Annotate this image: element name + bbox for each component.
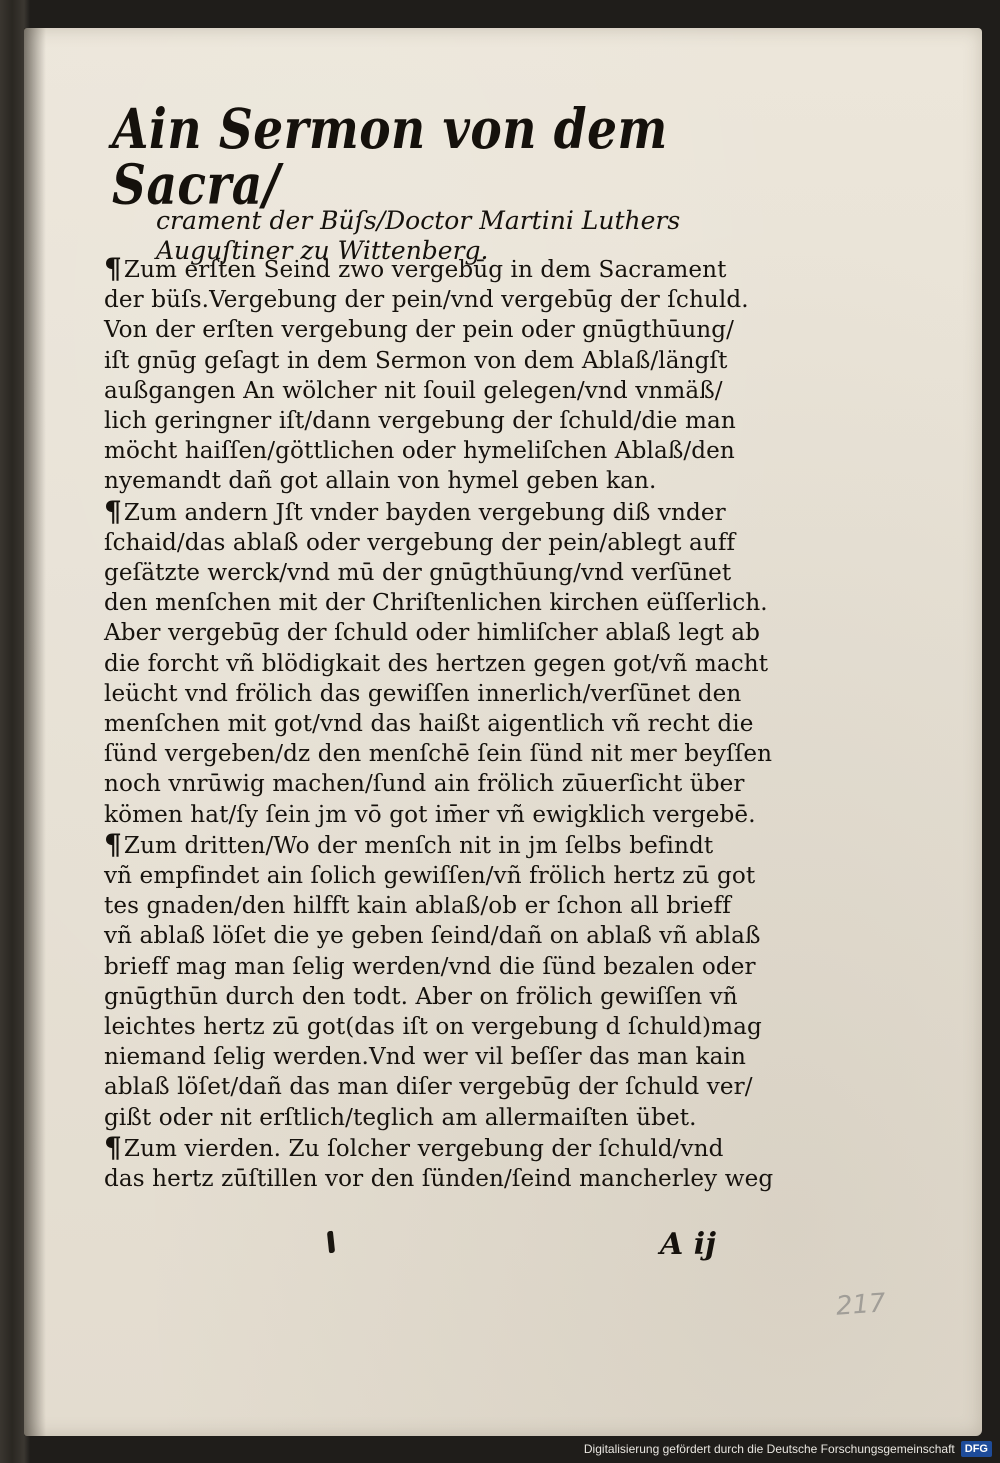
body-line: den menſchen mit der Chriſtenlichen kirchen eüſſerlich. [104, 590, 768, 617]
body-line: außgangen An wölcher nit ſouil gelegen/vnd vnmäß/ [104, 377, 723, 404]
body-line: niemand ſelig werden.Vnd wer vil beſſer das man kain [104, 1044, 746, 1071]
footer-credit [584, 1441, 992, 1457]
document-page [24, 28, 982, 1436]
body-line [104, 1130, 804, 1164]
body-line: leücht vnd frölich das gewiſſen innerlich/verſūnet den [104, 680, 742, 707]
body-line: geſätzte werck/vnd mū der gnūgthūung/vnd verſūnet [104, 560, 732, 587]
body-line: Aber vergebūg der ſchuld oder himliſcher ablaß legt ab [104, 620, 761, 647]
subtitle-line: Auguſtiner zu Wittenberg. [156, 236, 489, 265]
body-line: die forcht vñ blödigkait des hertzen gegen got/vñ macht [104, 650, 769, 677]
pilcrow-icon: ¶ [104, 1130, 122, 1164]
body-line: gnūgthūn durch den todt. Aber on frölich gewiſſen vñ [104, 983, 738, 1010]
body-line [104, 494, 804, 528]
title-block [90, 97, 810, 266]
ink-mark [327, 1231, 335, 1254]
body-line: noch vnrūwig machen/ſund ain frölich zūuerſicht über [104, 771, 745, 798]
signature-mark: A ij [660, 1227, 716, 1262]
subtitle-line: crament der Büſs/Doctor Martini Luthers [156, 206, 681, 235]
pilcrow-icon: ¶ [104, 252, 122, 285]
body-text [104, 254, 804, 1194]
body-line-text: Zum erſten Seind zwo vergebūg in dem Sacrament [123, 257, 727, 283]
body-line: kömen hat/ſy ſein jm vō got im̄er vñ ewigklich vergebē. [104, 801, 756, 828]
body-line: ſchaid/das ablaß oder vergebung der pein/ablegt auff [104, 529, 736, 556]
archive-number: 217 [835, 1288, 887, 1322]
body-line-text: Zum vierden. Zu ſolcher vergebung der ſchuld/vnd [123, 1135, 724, 1162]
page-gutter-shadow [24, 28, 46, 1436]
body-line [104, 254, 804, 285]
body-line: ablaß löſet/dañ das man diſer vergebūg der ſchuld ver/ [104, 1074, 753, 1101]
body-line: vñ empfindet ain ſolich gewiſſen/vñ frölich hertz zū got [104, 863, 756, 890]
body-line: vñ ablaß löſet die ye geben ſeind/dañ on ablaß vñ ablaß [104, 923, 761, 950]
dfg-logo-icon: DFG [961, 1441, 992, 1457]
body-line [104, 827, 804, 861]
document-title: Ain Sermon von dem Sacra/ [112, 97, 668, 218]
body-line: lich geringner iſt/dann vergebung der ſchuld/die man [104, 408, 736, 435]
body-line: Von der erſten vergebung der pein oder gnūgthūung/ [104, 317, 735, 344]
body-line: das hertz zūſtillen vor den ſünden/ſeind mancherley weg [104, 1166, 774, 1193]
body-line: iſt gnūg geſagt in dem Sermon von dem Ablaß/längſt [104, 347, 728, 374]
body-line: nyemandt dañ got allain von hymel geben kan. [104, 468, 657, 495]
pilcrow-icon: ¶ [104, 494, 122, 528]
body-line: möcht haiſſen/göttlichen oder hymeliſchen Ablaß/den [104, 438, 735, 465]
body-line: brieff mag man ſelig werden/vnd die ſünd bezalen oder [104, 953, 756, 980]
body-line: tes gnaden/den hilfft kain ablaß/ob er ſchon all brieff [104, 893, 731, 920]
body-line: ſünd vergeben/dz den menſchē ſein ſünd nit mer beyſſen [104, 741, 773, 768]
footer-credit-text: Digitalisierung gefördert durch die Deutsche Forschungsgemeinschaft [583, 1442, 955, 1456]
body-line: der büſs.Vergebung der pein/vnd vergebūg der ſchuld. [104, 287, 749, 314]
body-line-text: Zum andern Jſt vnder bayden vergebung diß vnder [123, 499, 726, 526]
body-line: gißt oder nit erſtlich/teglich am allermaiſten übet. [104, 1104, 697, 1131]
pilcrow-icon: ¶ [104, 827, 122, 861]
body-line-text: Zum dritten/Wo der menſch nit in jm ſelbs befindt [123, 832, 714, 859]
body-line: menſchen mit got/vnd das haißt aigentlich vñ recht die [104, 711, 754, 738]
body-line: leichtes hertz zū got(das iſt on vergebung d ſchuld)mag [104, 1014, 762, 1041]
